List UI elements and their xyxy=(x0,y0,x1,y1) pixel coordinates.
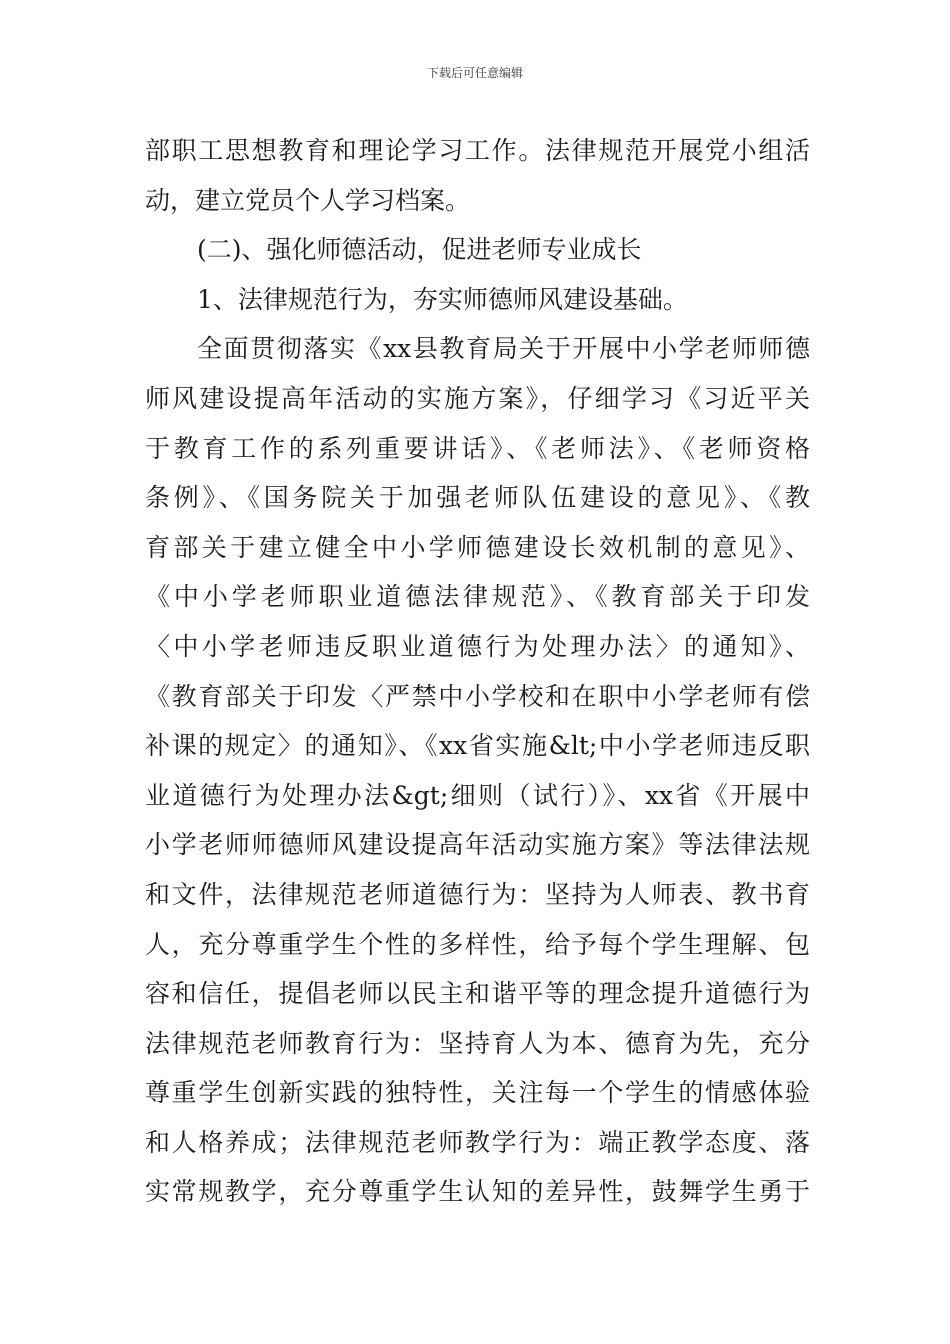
paragraph-line: 业道德行为处理办法&gt;细则（试行）》、xx省《开展中 xyxy=(145,780,810,810)
paragraph-line: 于教育工作的系列重要讲话》、《老师法》、《老师资格 xyxy=(145,433,810,463)
subsection-heading: 1、法律规范行为，夯实师德师风建设基础。 xyxy=(197,284,688,314)
paragraph-line: 育部关于建立健全中小学师德建设长效机制的意见》、 xyxy=(145,532,810,562)
paragraph-line: 师风建设提高年活动的实施方案》，仔细学习《习近平关 xyxy=(145,383,810,413)
paragraph-line: 容和信任，提倡老师以民主和谐平等的理念提升道德行为 xyxy=(145,979,810,1009)
paragraph-line: 人，充分尊重学生个性的多样性，给予每个学生理解、包 xyxy=(145,929,810,959)
paragraph-line: 条例》、《国务院关于加强老师队伍建设的意见》、《教 xyxy=(145,483,810,513)
paragraph-line: 法律规范老师教育行为：坚持育人为本、德育为先，充分 xyxy=(145,1028,810,1058)
paragraph-line: 实常规教学，充分尊重学生认知的差异性，鼓舞学生勇于 xyxy=(145,1177,810,1207)
paragraph-line: 〈中小学老师违反职业道德行为处理办法〉的通知》、 xyxy=(145,631,810,661)
document-body xyxy=(145,126,810,1217)
paragraph-line: 《中小学老师职业道德法律规范》、《教育部关于印发 xyxy=(145,582,810,612)
section-heading: (二)、强化师德活动，促进老师专业成长 xyxy=(197,235,642,265)
paragraph-line: 动，建立党员个人学习档案。 xyxy=(145,185,471,215)
paragraph-line: 和人格养成；法律规范老师教学行为：端正教学态度、落 xyxy=(145,1127,810,1157)
paragraph-line: 补课的规定〉的通知》、《xx省实施&lt;中小学老师违反职 xyxy=(145,731,810,761)
paragraph-line: 和文件，法律规范老师道德行为：坚持为人师表、教书育 xyxy=(145,879,810,909)
paragraph-line: 部职工思想教育和理论学习工作。法律规范开展党小组活 xyxy=(145,136,810,165)
paragraph-line: 全面贯彻落实《xx县教育局关于开展中小学老师师德 xyxy=(197,334,810,364)
paragraph-line: 小学老师师德师风建设提高年活动实施方案》等法律法规 xyxy=(145,830,810,860)
paragraph-line: 《教育部关于印发〈严禁中小学校和在职中小学老师有偿 xyxy=(145,681,810,711)
page-header: 下载后可任意编辑 xyxy=(426,66,523,80)
paragraph-line: 尊重学生创新实践的独特性，关注每一个学生的情感体验 xyxy=(145,1078,810,1108)
